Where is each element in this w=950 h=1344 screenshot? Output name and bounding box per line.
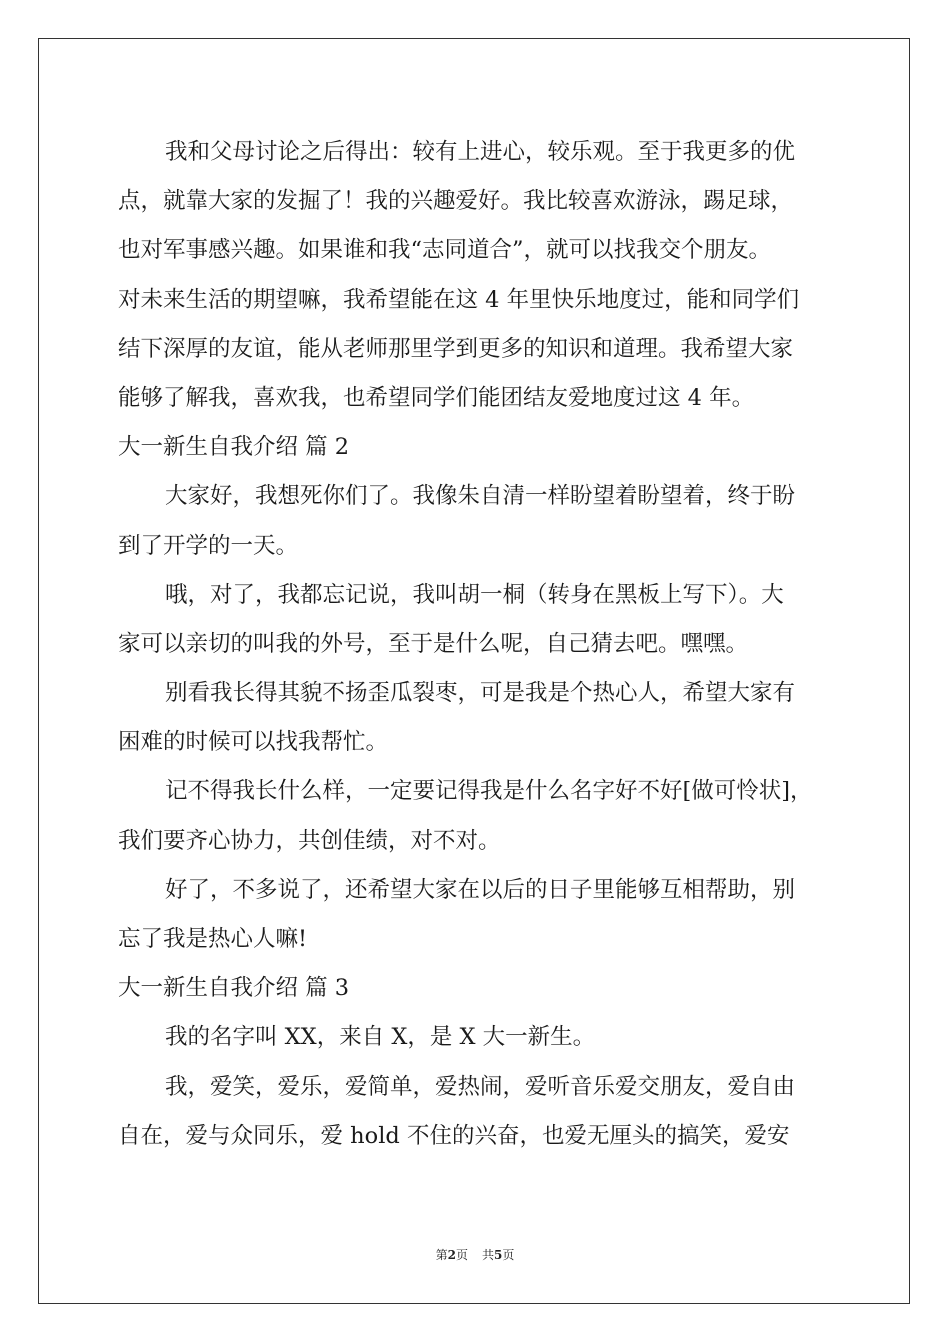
text-line: 好了，不多说了，还希望大家在以后的日子里能够互相帮助，别 — [165, 876, 796, 903]
section-heading: 大一新生自我介绍 篇 2 — [118, 434, 350, 461]
text-line: 我们要齐心协力，共创佳绩，对不对。 — [118, 827, 501, 854]
text-line: 能够了解我，喜欢我，也希望同学们能团结友爱地度过这 4 年。 — [118, 384, 755, 411]
footer-total-prefix: 共 — [482, 1248, 495, 1262]
footer-page-number: 2 — [447, 1248, 456, 1262]
text-line: 哦，对了，我都忘记说，我叫胡一桐（转身在黑板上写下）。大 — [165, 581, 784, 608]
text-line: 也对军事感兴趣。如果谁和我“志同道合”，就可以找我交个朋友。 — [118, 237, 772, 264]
text-line: 忘了我是热心人嘛! — [118, 926, 308, 952]
document-body — [118, 128, 832, 1161]
text-line: 我，爱笑，爱乐，爱简单，爱热闹，爱听音乐爱交朋友，爱自由 — [165, 1073, 796, 1100]
footer-total-number: 5 — [494, 1248, 503, 1262]
text-line: 对未来生活的期望嘛，我希望能在这 4 年里快乐地度过，能和同学们 — [118, 286, 800, 313]
text-line: 别看我长得其貌不扬歪瓜裂枣，可是我是个热心人，希望大家有 — [165, 680, 796, 707]
text-line: 自在，爱与众同乐，爱 hold 不住的兴奋，也爱无厘头的搞笑，爱安 — [118, 1122, 790, 1149]
footer-page-prefix: 第 — [435, 1248, 448, 1262]
text-line: 我的名字叫 XX，来自 X，是 X 大一新生。 — [165, 1024, 596, 1051]
page-footer — [0, 1246, 950, 1263]
section-heading: 大一新生自我介绍 篇 3 — [118, 975, 350, 1002]
text-line: 大家好，我想死你们了。我像朱自清一样盼望着盼望着，终于盼 — [165, 483, 796, 510]
text-line: 结下深厚的友谊，能从老师那里学到更多的知识和道理。我希望大家 — [118, 335, 794, 362]
text-line: 我和父母讨论之后得出：较有上进心，较乐观。至于我更多的优 — [165, 139, 796, 165]
footer-total-suffix: 页 — [502, 1248, 515, 1262]
text-line: 点，就靠大家的发掘了！我的兴趣爱好。我比较喜欢游泳，踢足球， — [118, 188, 794, 215]
footer-page-suffix: 页 — [455, 1248, 468, 1262]
text-line: 家可以亲切的叫我的外号，至于是什么呢，自己猜去吧。嘿嘿。 — [118, 630, 749, 657]
text-line: 记不得我长什么样，一定要记得我是什么名字好不好[做可怜状]， — [165, 778, 813, 805]
text-line: 到了开学的一天。 — [118, 532, 299, 559]
text-line: 困难的时候可以找我帮忙。 — [118, 729, 389, 756]
